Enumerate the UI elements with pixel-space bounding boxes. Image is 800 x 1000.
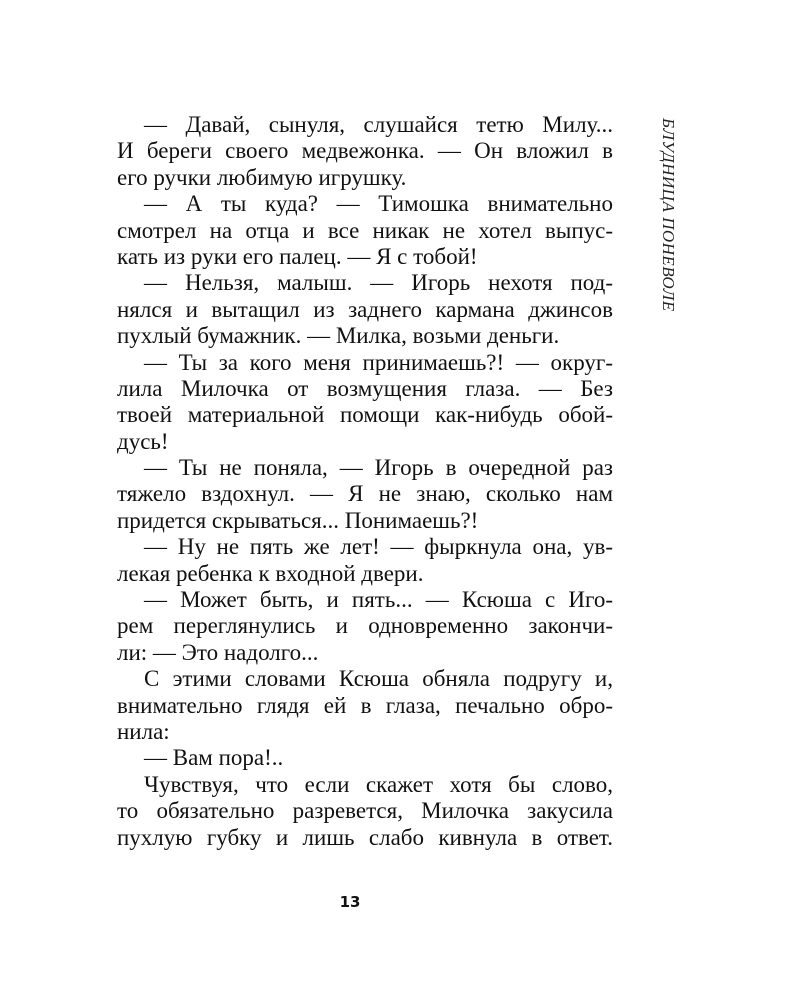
text-line: — Давай, сынуля, слушайся тетю Милу...	[144, 112, 613, 137]
text-line: внимательно глядя ей в глаза, печально обро-	[117, 692, 613, 718]
text-line: тяжело вздохнул. — Я не знаю, сколько нам	[117, 481, 613, 507]
paragraph-8	[117, 666, 613, 745]
paragraph-3	[117, 270, 613, 349]
text-line: И береги своего медвежонка. — Он вложил в	[117, 138, 613, 164]
text-line: ли: — Это надолго...	[117, 639, 319, 665]
text-line: то обязательно разревется, Милочка закусила	[117, 798, 613, 824]
text-line: — Нельзя, малыш. — Игорь нехотя под-	[144, 270, 613, 296]
text-line: — Может быть, и пять... — Ксюша с Иго-	[144, 587, 613, 613]
text-line: С этими словами Ксюша обняла подругу и,	[144, 666, 613, 692]
text-line: — Ну не пять же лет! — фыркнула она, ув-	[144, 534, 613, 560]
page-number: 13	[339, 893, 361, 911]
text-line: — Ты за кого меня принимаешь?! — округ-	[144, 349, 613, 375]
paragraph-2	[117, 191, 613, 270]
text-line: — А ты куда? — Тимошка внимательно	[144, 191, 613, 217]
running-head-title: БЛУДНИЦА ПОНЕВОЛЕ	[659, 118, 678, 312]
text-line: — Вам пора!..	[144, 745, 284, 771]
paragraph-10	[117, 772, 613, 851]
paragraph-7	[117, 587, 613, 666]
text-line: нялся и вытащил из заднего кармана джинсов	[117, 296, 613, 322]
paragraph-6	[117, 534, 613, 587]
text-line: нила:	[117, 718, 170, 744]
text-line: смотрел на отца и все никак не хотел выпус-	[117, 217, 613, 243]
body-text	[117, 112, 613, 851]
text-line: придется скрываться... Понимаешь?!	[117, 507, 479, 533]
paragraph-5	[117, 455, 613, 534]
text-line: лекая ребенка к входной двери.	[117, 560, 424, 586]
text-line: лила Милочка от возмущения глаза. — Без	[117, 375, 613, 401]
text-line: его ручки любимую игрушку.	[117, 164, 407, 190]
text-line: рем переглянулись и одновременно закончи-	[117, 613, 613, 639]
paragraph-4	[117, 350, 613, 456]
text-line: — Ты не поняла, — Игорь в очередной раз	[144, 455, 613, 481]
text-line: твоей материальной помощи как-нибудь обой-	[117, 402, 613, 428]
text-line: дусь!	[117, 428, 169, 454]
text-line: пухлый бумажник. — Милка, возьми деньги.	[117, 323, 560, 349]
text-line: пухлую губку и лишь слабо кивнула в ответ.	[117, 824, 613, 850]
text-line: Чувствуя, что если скажет хотя бы слово,	[144, 771, 613, 797]
paragraph-1	[117, 112, 613, 191]
text-line: кать из руки его палец. — Я с тобой!	[117, 243, 478, 269]
paragraph-9	[117, 745, 613, 771]
